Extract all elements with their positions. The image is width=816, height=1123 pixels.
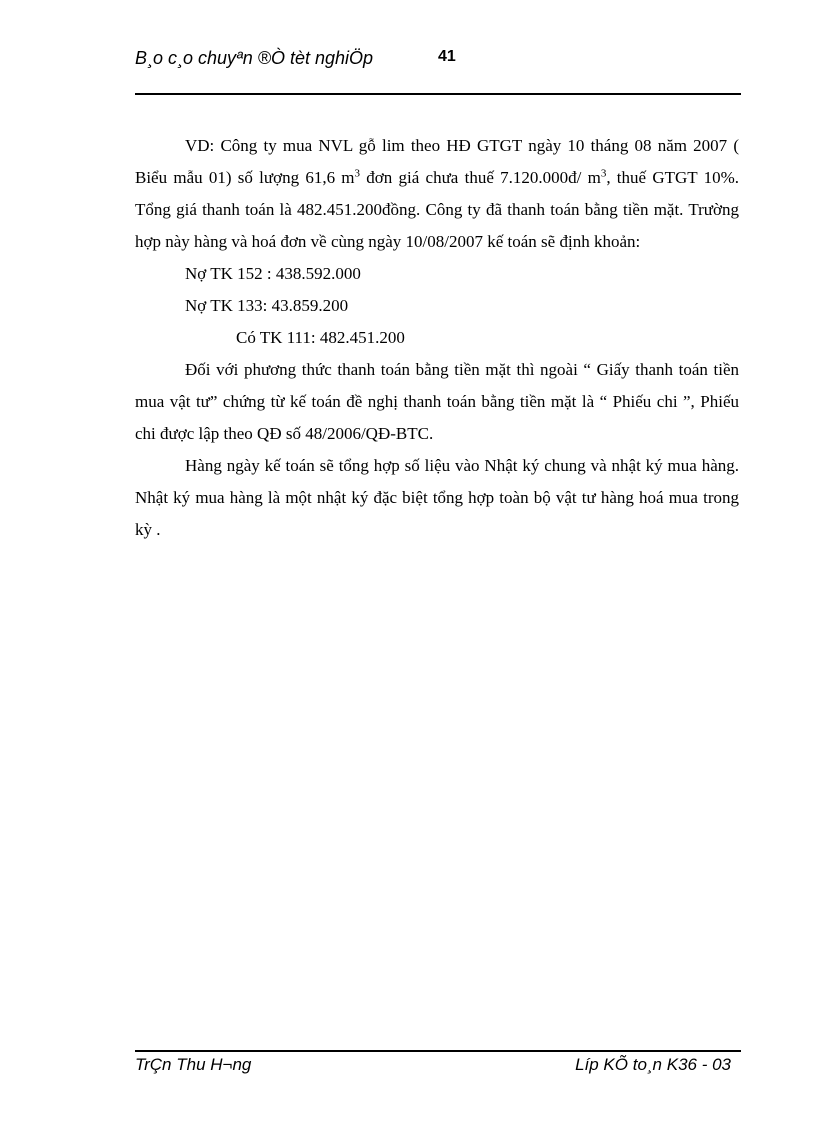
example-text-part2: đơn giá chưa thuế 7.120.000đ/ m — [360, 168, 601, 187]
page-header — [135, 48, 740, 72]
journal-paragraph: Hàng ngày kế toán sẽ tổng hợp số liệu vào Nhật ký chung và nhật ký mua hàng. Nhật ký mua hàng là một nhật ký đặc biệt tổng hợp toàn bộ vật tư hàng hoá mua trong kỳ . — [135, 456, 739, 539]
example-text-part3: , thuế GTGT 10%. Tổng giá thanh toán là 482.451.200đồng. Công ty đã thanh toán bằng tiền mặt. Trường hợp này hàng và hoá đơn về cùng ngày 10/08/2007 kế toán sẽ định khoản: — [135, 168, 739, 251]
cubic-superscript-1: 3 — [354, 167, 361, 180]
example-text-part1: VD: Công ty mua NVL gỗ lim theo HĐ GTGT ngày 10 tháng 08 năm 2007 ( Biểu mẫu 01) số lượng 61,6 m — [135, 136, 739, 187]
journal-entry-credit-111: Có TK 111: 482.451.200 — [236, 328, 405, 347]
header-divider — [135, 93, 741, 95]
footer-divider — [135, 1050, 741, 1052]
cubic-superscript-2: 3 — [600, 167, 607, 180]
payment-method-paragraph: Đối với phương thức thanh toán bằng tiền mặt thì ngoài “ Giấy thanh toán tiền mua vật tư” chứng từ kế toán đề nghị thanh toán bằng tiền mặt là “ Phiếu chi ”, Phiếu chi được lập theo QĐ số 48/2006/QĐ-BTC. — [135, 360, 739, 443]
journal-entry-debit-152: Nợ TK 152 : 438.592.000 — [185, 264, 361, 283]
author-name: TrÇn Thu H¬ng — [135, 1055, 252, 1074]
document-body — [135, 130, 739, 546]
example-paragraph — [135, 130, 739, 258]
page-footer — [135, 1055, 741, 1081]
class-name: Líp KÕ to¸n K36 - 03 — [575, 1055, 731, 1074]
report-title: B¸o c¸o chuyªn ®Ò tèt nghiÖp — [135, 48, 374, 68]
page-number: 41 — [438, 48, 456, 65]
journal-entry-debit-133: Nợ TK 133: 43.859.200 — [185, 296, 349, 315]
